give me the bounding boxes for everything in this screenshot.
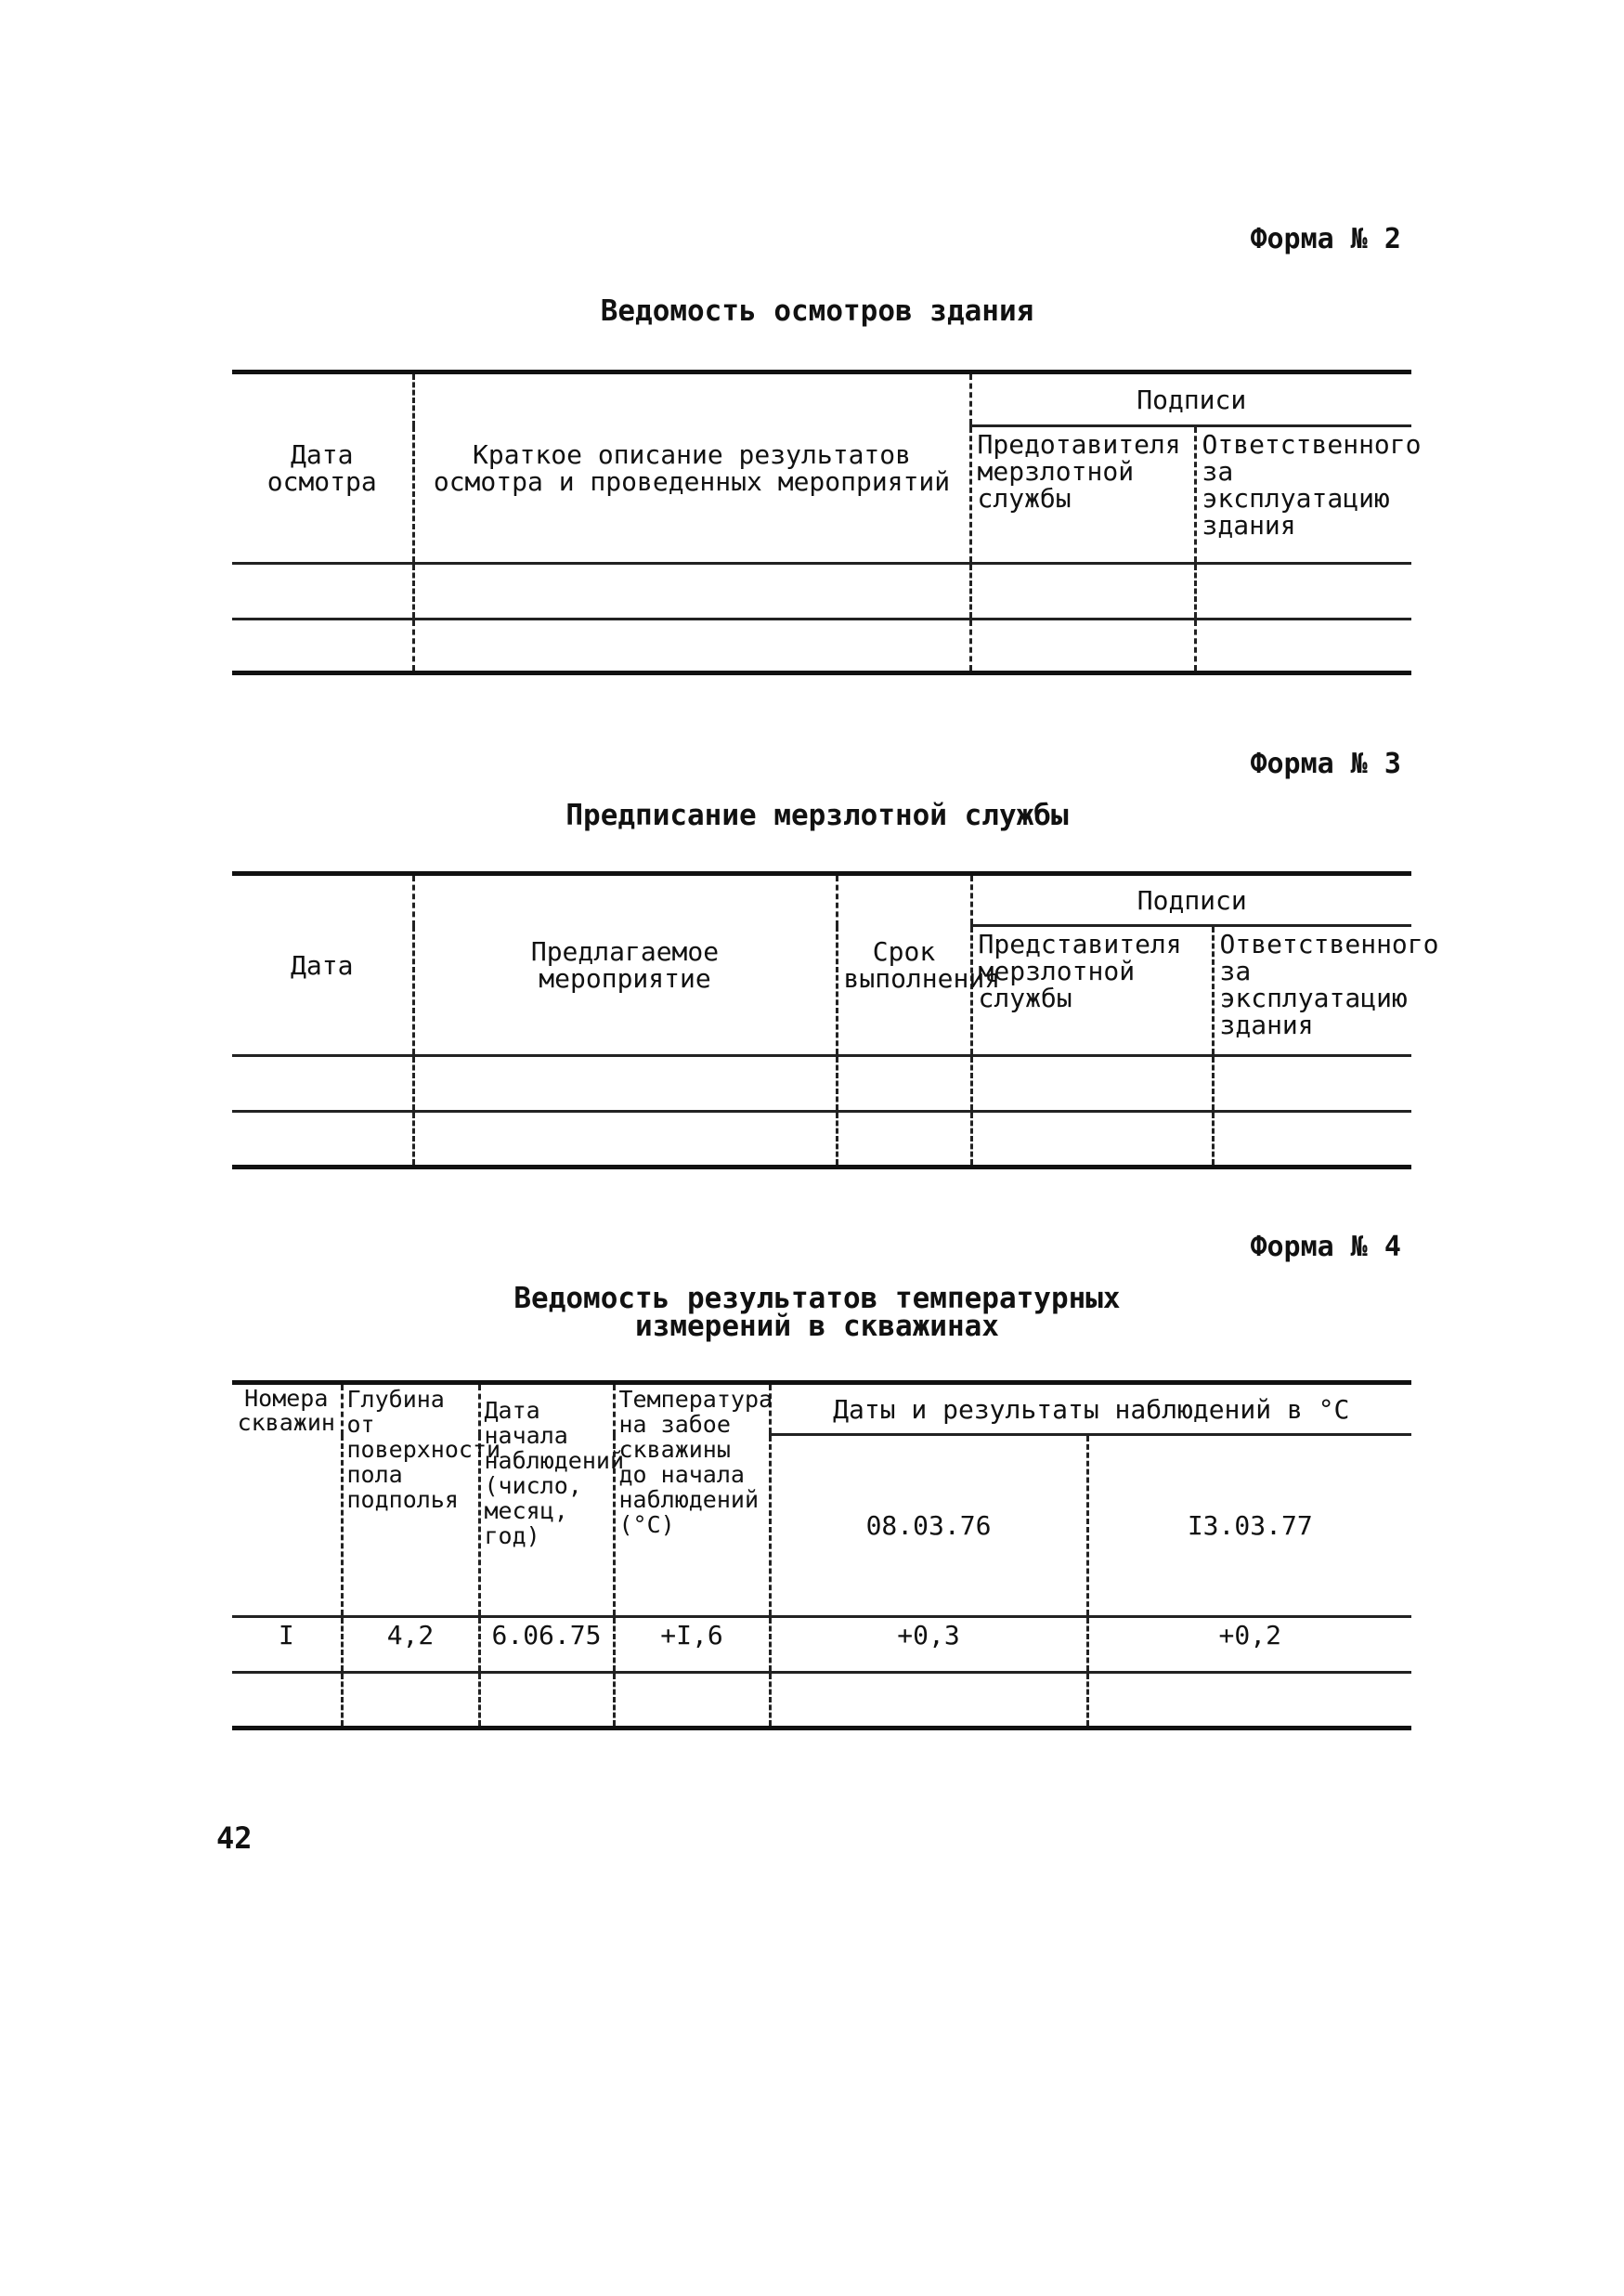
form3-label: Форма № 3 — [1250, 748, 1401, 780]
form4-title: Ведомость результатов температурных измерений в скважинах — [513, 1282, 1121, 1343]
start-date-cell — [479, 1673, 614, 1729]
form2-header-operation-resp: Ответственного за эксплуатацию здания — [1195, 426, 1411, 564]
form3-header-date: Дата — [232, 874, 413, 1056]
start-date-cell: 6.06.75 — [479, 1617, 614, 1673]
form2-header-date: Дата осмотра — [232, 372, 413, 564]
form3-table — [232, 871, 1439, 1169]
form2-table — [232, 370, 1422, 675]
table-row — [232, 1617, 1411, 1673]
result1-cell — [770, 1673, 1087, 1729]
form4-header-depth: Глубина от поверхности пола подполья — [342, 1383, 479, 1617]
table-row — [232, 564, 1411, 620]
result2-cell — [1087, 1673, 1411, 1729]
form3-title: Предписание мерзлотной службы — [565, 799, 1069, 832]
form4-table — [232, 1380, 1411, 1730]
form4-header-date2: I3.03.77 — [1087, 1435, 1411, 1617]
form4-header-bottom-temp: Температура на забое скважины до начала наблюдений (°С) — [614, 1383, 770, 1617]
form3-header-deadline: Срок выполнения — [837, 874, 971, 1056]
form4-header-results: Даты и результаты наблюдений в °С — [770, 1383, 1411, 1435]
depth-cell: 4,2 — [342, 1617, 479, 1673]
table-row — [232, 1112, 1411, 1168]
bottom-temp-cell — [614, 1673, 770, 1729]
result2-cell: +0,2 — [1087, 1617, 1411, 1673]
well-cell — [232, 1673, 342, 1729]
table-row — [232, 620, 1411, 673]
form3-header-signatures: Подписи — [971, 874, 1411, 926]
table-row — [232, 1056, 1411, 1112]
well-cell: I — [232, 1617, 342, 1673]
form3-header-operation-resp: Ответственного за эксплуатацию здания — [1213, 926, 1411, 1056]
page-number: 42 — [216, 1820, 253, 1856]
table-row — [232, 1673, 1411, 1729]
form4-header-date1: 08.03.76 — [770, 1435, 1087, 1617]
result1-cell: +0,3 — [770, 1617, 1087, 1673]
form4-header-well-no: Номера скважин — [232, 1383, 342, 1617]
form2-header-frost-rep: Предотавителя мерзлотной службы — [970, 426, 1195, 564]
form4-header-start-date: Дата начала наблюдений (число, месяц, год) — [479, 1383, 614, 1617]
form2-header-description: Краткое описание результатов осмотра и проведенных мероприятий — [413, 372, 970, 564]
form3-header-frost-rep: Представителя мерзлотной службы — [971, 926, 1213, 1056]
form2-title: Ведомость осмотров здания — [600, 294, 1034, 328]
depth-cell — [342, 1673, 479, 1729]
form2-header-signatures: Подписи — [970, 372, 1411, 426]
form3-header-measure: Предлагаемое мероприятие — [413, 874, 837, 1056]
form4-label: Форма № 4 — [1250, 1231, 1401, 1263]
form2-label: Форма № 2 — [1250, 223, 1401, 255]
bottom-temp-cell: +I,6 — [614, 1617, 770, 1673]
